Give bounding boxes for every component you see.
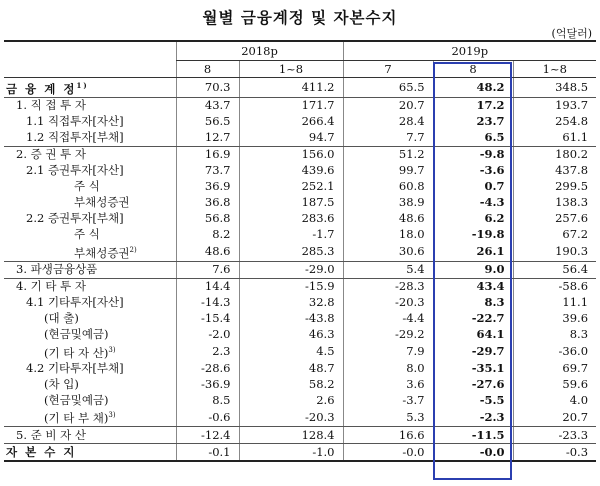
cell-value: 56.4 [513, 261, 596, 278]
cell-value: -3.6 [433, 163, 513, 179]
cell-value: 14.4 [176, 278, 239, 295]
cell-value: 12.7 [176, 130, 239, 147]
cell-value: 61.1 [513, 130, 596, 147]
row-label-text: 5. 준 비 자 산 [16, 427, 87, 442]
cell-value: 4.0 [513, 392, 596, 408]
unit-label: (억달러) [551, 27, 592, 40]
cell-value: 67.2 [513, 227, 596, 243]
cell-value: 48.6 [343, 211, 433, 227]
cell-value: -4.3 [433, 195, 513, 211]
cell-value: 5.4 [343, 261, 433, 278]
row-label-text: 부채성증권 [74, 245, 130, 260]
footnote-marker: 3) [108, 411, 116, 420]
row-label [4, 311, 176, 327]
row-label-text: 1.2 직접투자[부채] [26, 130, 124, 145]
cell-value: 11.1 [513, 295, 596, 311]
cell-value: 48.6 [176, 243, 239, 261]
cell-value: -20.3 [239, 408, 343, 426]
cell-value: -0.0 [343, 444, 433, 462]
row-label [4, 427, 176, 444]
cell-value: 48.2 [433, 78, 513, 98]
row-label-text: 자 본 수 지 [6, 444, 77, 459]
table-row [4, 227, 596, 243]
cell-value: -5.5 [433, 392, 513, 408]
table-row [4, 376, 596, 392]
header-blank [4, 41, 176, 78]
row-label-text: 1.1 직접투자[자산] [26, 114, 124, 129]
cell-value: 51.2 [343, 146, 433, 163]
table-body [4, 78, 596, 462]
cell-value: -0.6 [176, 408, 239, 426]
cell-value: 2.3 [176, 343, 239, 361]
cell-value: -12.4 [176, 427, 239, 444]
cell-value: -4.4 [343, 311, 433, 327]
table-row [4, 311, 596, 327]
row-label-text: 2.1 증권투자[자산] [26, 163, 124, 178]
header-col-2018-aug: 8 [176, 61, 239, 78]
cell-value: 193.7 [513, 97, 596, 114]
cell-value: 38.9 [343, 195, 433, 211]
header-col-2019-jan-aug: 1~8 [513, 61, 596, 78]
table-row [4, 211, 596, 227]
table-row [4, 261, 596, 278]
cell-value: 180.2 [513, 146, 596, 163]
cell-value: -28.6 [176, 360, 239, 376]
cell-value: 6.2 [433, 211, 513, 227]
row-label-text: 4.1 기타투자[자산] [26, 295, 124, 310]
cell-value: 7.6 [176, 261, 239, 278]
table-row [4, 179, 596, 195]
table-row [4, 78, 596, 98]
cell-value: 17.2 [433, 97, 513, 114]
row-label [4, 130, 176, 147]
row-label-text: 4. 기 타 투 자 [16, 279, 87, 294]
cell-value: -0.0 [433, 444, 513, 462]
table-row [4, 295, 596, 311]
row-label-text: 주 식 [74, 227, 100, 242]
cell-value: -11.5 [433, 427, 513, 444]
row-label [4, 360, 176, 376]
cell-value: -3.7 [343, 392, 433, 408]
row-label-text: 부채성증권 [74, 195, 130, 210]
cell-value: 439.6 [239, 163, 343, 179]
row-label [4, 278, 176, 295]
table-row [4, 343, 596, 361]
cell-value: 2.6 [239, 392, 343, 408]
cell-value: -27.6 [433, 376, 513, 392]
cell-value: 299.5 [513, 179, 596, 195]
cell-value: 252.1 [239, 179, 343, 195]
cell-value: 60.8 [343, 179, 433, 195]
header-col-2018-jan-aug: 1~8 [239, 61, 343, 78]
cell-value: 257.6 [513, 211, 596, 227]
row-label [4, 146, 176, 163]
table-row [4, 427, 596, 444]
row-label [4, 261, 176, 278]
row-label [4, 195, 176, 211]
cell-value: 32.8 [239, 295, 343, 311]
cell-value: 4.5 [239, 343, 343, 361]
table-row [4, 327, 596, 343]
row-label [4, 211, 176, 227]
row-label [4, 243, 176, 261]
cell-value: 8.2 [176, 227, 239, 243]
cell-value: 36.9 [176, 179, 239, 195]
row-label [4, 392, 176, 408]
cell-value: 70.3 [176, 78, 239, 98]
cell-value: 65.5 [343, 78, 433, 98]
cell-value: 56.5 [176, 114, 239, 130]
row-label [4, 444, 176, 462]
table-row [4, 243, 596, 261]
cell-value: 437.8 [513, 163, 596, 179]
cell-value: 59.6 [513, 376, 596, 392]
table-row [4, 392, 596, 408]
row-label-text: 주 식 [74, 179, 100, 194]
cell-value: -29.0 [239, 261, 343, 278]
cell-value: -15.9 [239, 278, 343, 295]
cell-value: -22.7 [433, 311, 513, 327]
row-label [4, 163, 176, 179]
cell-value: 94.7 [239, 130, 343, 147]
cell-value: -43.8 [239, 311, 343, 327]
cell-value: -1.0 [239, 444, 343, 462]
cell-value: -1.7 [239, 227, 343, 243]
cell-value: 69.7 [513, 360, 596, 376]
row-label-text: 4.2 기타투자[부채] [26, 360, 124, 375]
cell-value: 8.3 [433, 295, 513, 311]
cell-value: 0.7 [433, 179, 513, 195]
footnote-marker: 2) [129, 245, 137, 254]
header-year-2019: 2019p [343, 41, 596, 61]
row-label-text: 1. 직 접 투 자 [16, 98, 87, 113]
cell-value: 156.0 [239, 146, 343, 163]
cell-value: -0.3 [513, 444, 596, 462]
financial-account-table [4, 40, 596, 462]
cell-value: -2.3 [433, 408, 513, 426]
row-label-text: (기 타 부 채) [44, 411, 109, 426]
cell-value: 254.8 [513, 114, 596, 130]
cell-value: 6.5 [433, 130, 513, 147]
cell-value: 58.2 [239, 376, 343, 392]
cell-value: 73.7 [176, 163, 239, 179]
row-label [4, 97, 176, 114]
cell-value: 266.4 [239, 114, 343, 130]
cell-value: 16.9 [176, 146, 239, 163]
table-title: 월별 금융계정 및 자본수지 [202, 8, 398, 27]
cell-value: 128.4 [239, 427, 343, 444]
row-label-text: 2. 증 권 투 자 [16, 147, 87, 162]
cell-value: -58.6 [513, 278, 596, 295]
footnote-marker: 1) [76, 81, 89, 90]
cell-value: 190.3 [513, 243, 596, 261]
cell-value: 20.7 [513, 408, 596, 426]
cell-value: 26.1 [433, 243, 513, 261]
row-label [4, 227, 176, 243]
cell-value: 187.5 [239, 195, 343, 211]
cell-value: 283.6 [239, 211, 343, 227]
row-label-text: 3. 파생금융상품 [16, 262, 98, 277]
row-label-text: (차 입) [44, 376, 79, 391]
row-label [4, 179, 176, 195]
cell-value: 16.6 [343, 427, 433, 444]
cell-value: -28.3 [343, 278, 433, 295]
cell-value: -15.4 [176, 311, 239, 327]
table-row [4, 360, 596, 376]
cell-value: 7.9 [343, 343, 433, 361]
cell-value: -36.0 [513, 343, 596, 361]
cell-value: 36.8 [176, 195, 239, 211]
cell-value: 39.6 [513, 311, 596, 327]
row-label [4, 78, 176, 98]
cell-value: -23.3 [513, 427, 596, 444]
cell-value: -29.7 [433, 343, 513, 361]
row-label-text: (대 출) [44, 311, 79, 326]
row-label-text: 금 융 계 정 [6, 81, 77, 96]
cell-value: -35.1 [433, 360, 513, 376]
row-label-text: (현금및예금) [44, 327, 109, 342]
cell-value: -2.0 [176, 327, 239, 343]
cell-value: 3.6 [343, 376, 433, 392]
row-label [4, 327, 176, 343]
cell-value: 30.6 [343, 243, 433, 261]
cell-value: 28.4 [343, 114, 433, 130]
table-row [4, 114, 596, 130]
cell-value: 8.3 [513, 327, 596, 343]
cell-value: 56.8 [176, 211, 239, 227]
cell-value: 43.7 [176, 97, 239, 114]
cell-value: 171.7 [239, 97, 343, 114]
cell-value: 48.7 [239, 360, 343, 376]
cell-value: -0.1 [176, 444, 239, 462]
row-label [4, 114, 176, 130]
cell-value: 138.3 [513, 195, 596, 211]
cell-value: 23.7 [433, 114, 513, 130]
row-label-text: 2.2 증권투자[부채] [26, 211, 124, 226]
cell-value: -29.2 [343, 327, 433, 343]
table-row [4, 444, 596, 462]
table-row [4, 130, 596, 147]
cell-value: -9.8 [433, 146, 513, 163]
cell-value: 5.3 [343, 408, 433, 426]
cell-value: 8.5 [176, 392, 239, 408]
cell-value: 285.3 [239, 243, 343, 261]
cell-value: 46.3 [239, 327, 343, 343]
row-label [4, 408, 176, 426]
cell-value: -20.3 [343, 295, 433, 311]
row-label [4, 343, 176, 361]
header-col-2019-jul: 7 [343, 61, 433, 78]
table-row [4, 163, 596, 179]
row-label [4, 376, 176, 392]
row-label [4, 295, 176, 311]
cell-value: -14.3 [176, 295, 239, 311]
cell-value: 43.4 [433, 278, 513, 295]
row-label-text: (기 타 자 산) [44, 345, 109, 360]
cell-value: 20.7 [343, 97, 433, 114]
table-row [4, 408, 596, 426]
cell-value: 64.1 [433, 327, 513, 343]
cell-value: 18.0 [343, 227, 433, 243]
table-row [4, 97, 596, 114]
cell-value: -36.9 [176, 376, 239, 392]
cell-value: -19.8 [433, 227, 513, 243]
row-label-text: (현금및예금) [44, 392, 109, 407]
table-row [4, 195, 596, 211]
footnote-marker: 3) [108, 345, 116, 354]
table-row [4, 278, 596, 295]
table-row [4, 146, 596, 163]
cell-value: 411.2 [239, 78, 343, 98]
cell-value: 8.0 [343, 360, 433, 376]
header-col-2019-aug: 8 [433, 61, 513, 78]
header-year-2018: 2018p [176, 41, 343, 61]
cell-value: 99.7 [343, 163, 433, 179]
cell-value: 9.0 [433, 261, 513, 278]
cell-value: 348.5 [513, 78, 596, 98]
cell-value: 7.7 [343, 130, 433, 147]
